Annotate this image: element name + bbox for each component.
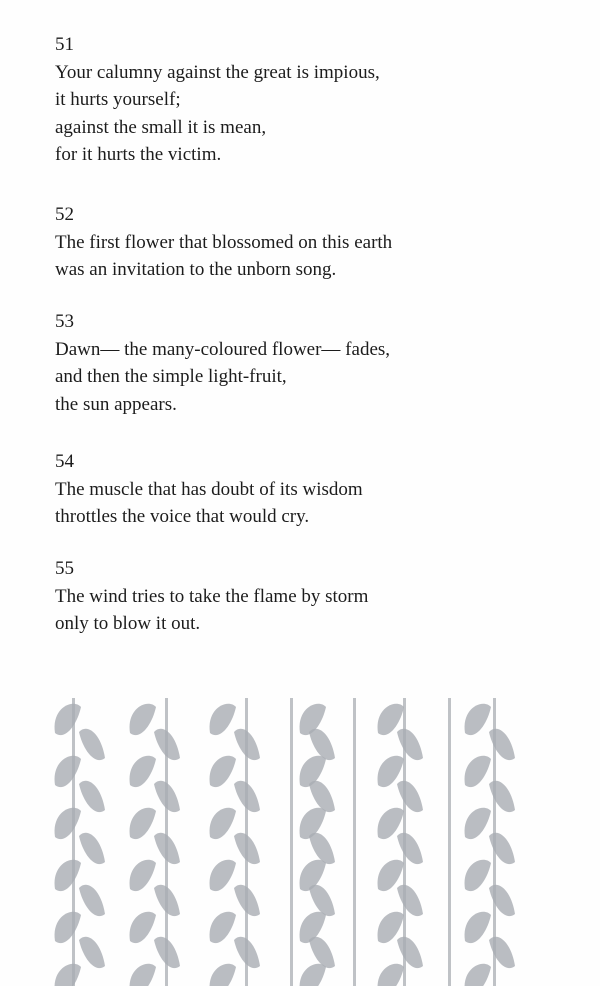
vine-stem	[353, 698, 356, 986]
saying-line: The wind tries to take the flame by storm	[55, 585, 369, 607]
saying-number: 53	[55, 311, 74, 332]
leaf-shape	[210, 860, 236, 891]
leaf-shape	[55, 964, 81, 986]
saying-line: was an invitation to the unborn song.	[55, 259, 337, 280]
leaf-shape	[300, 964, 326, 986]
saying-line: against the small it is mean,	[55, 116, 267, 138]
leaf-shape	[489, 729, 515, 760]
vine-stem	[72, 698, 75, 986]
leaf-shape	[465, 808, 491, 839]
leaf-shape	[210, 912, 236, 943]
leaf-shape	[234, 781, 260, 812]
leaf-shape	[489, 885, 515, 916]
leaf-shape	[130, 964, 156, 986]
leaf-shape	[130, 756, 156, 787]
leaf-shape	[79, 885, 105, 916]
saying-line: only to blow it out.	[55, 613, 201, 634]
vine-stem	[290, 698, 293, 986]
saying-number: 52	[55, 204, 74, 225]
leaf-shape	[465, 756, 491, 787]
leaf-shape	[309, 781, 335, 812]
saying-line: it hurts yourself;	[55, 89, 181, 110]
saying-line: the sun appears.	[55, 393, 177, 415]
saying-line: The muscle that has doubt of its wisdom	[55, 478, 363, 500]
leaf-shape	[130, 860, 156, 891]
leaf-shape	[55, 860, 81, 891]
leaf-shape	[309, 729, 335, 760]
leaf-vine-pattern-illustration	[45, 698, 550, 986]
leaf-shape	[309, 937, 335, 968]
leaf-shape	[55, 912, 81, 943]
saying-51	[55, 31, 380, 169]
saying-line: and then the simple light-fruit,	[55, 366, 287, 387]
leaf-shape	[130, 704, 156, 735]
leaf-shape	[234, 729, 260, 760]
leaf-shape	[154, 833, 180, 864]
leaf-shape	[489, 937, 515, 968]
saying-line: Dawn— the many-coloured flower— fades,	[55, 338, 391, 360]
leaf-shape	[234, 937, 260, 968]
vine-stem	[448, 698, 451, 986]
leaf-shape	[79, 781, 105, 812]
saying-line: for it hurts the victim.	[55, 144, 222, 165]
leaf-shape	[397, 937, 423, 968]
leaf-shape	[79, 729, 105, 760]
leaf-shape	[154, 781, 180, 812]
leaf-shape	[130, 808, 156, 839]
leaf-shape	[465, 964, 491, 986]
saying-55	[55, 555, 368, 638]
saying-52	[55, 201, 392, 284]
leaf-shape	[154, 885, 180, 916]
leaf-shape	[154, 729, 180, 760]
leaf-shape	[397, 729, 423, 760]
leaf-shape	[210, 756, 236, 787]
leaf-shape	[79, 833, 105, 864]
saying-53	[55, 308, 390, 418]
leaf-shape	[210, 808, 236, 839]
saying-number: 54	[55, 451, 74, 472]
leaf-shape	[55, 756, 81, 787]
leaf-shape	[465, 704, 491, 735]
leaf-shape	[210, 964, 236, 986]
leaf-shape	[234, 833, 260, 864]
leaf-shape	[465, 860, 491, 891]
leaf-shape	[465, 912, 491, 943]
saying-54	[55, 448, 363, 531]
leaf-shape	[489, 833, 515, 864]
leaf-shape	[397, 781, 423, 812]
saying-line: Your calumny against the great is impious,	[55, 61, 380, 83]
leaf-shape	[210, 704, 236, 735]
saying-line: The first flower that blossomed on this earth	[55, 231, 393, 253]
saying-number: 51	[55, 34, 74, 55]
saying-line: throttles the voice that would cry.	[55, 506, 310, 527]
leaf-shape	[79, 937, 105, 968]
saying-number: 55	[55, 558, 74, 579]
leaf-shape	[309, 833, 335, 864]
leaf-shape	[55, 704, 81, 735]
leaf-shape	[55, 808, 81, 839]
leaf-shape	[154, 937, 180, 968]
leaf-shape	[378, 964, 404, 986]
leaf-shape	[130, 912, 156, 943]
leaf-shape	[397, 833, 423, 864]
leaf-shape	[234, 885, 260, 916]
leaf-shape	[309, 885, 335, 916]
leaf-shape	[397, 885, 423, 916]
leaf-shape	[489, 781, 515, 812]
